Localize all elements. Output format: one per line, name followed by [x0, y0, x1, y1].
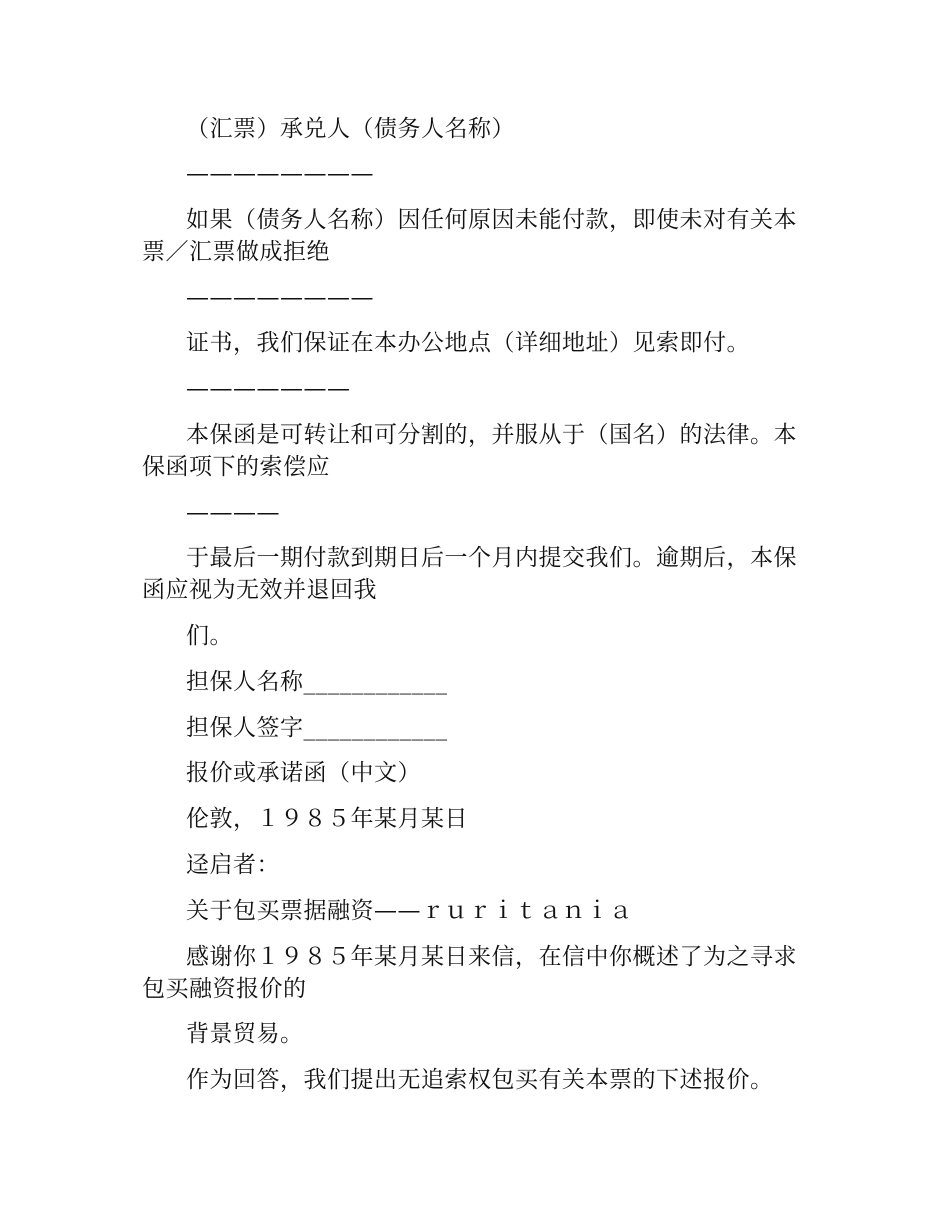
dash-text: ———————— [186, 285, 374, 311]
dash-text: ——————— [186, 376, 351, 402]
paragraph-certificate [142, 327, 812, 359]
paragraph-continuation [142, 620, 812, 652]
paragraph-text: 于最后一期付款到期日后一个月内提交我们。逾期后，本保函应视为无效并退回我 [142, 545, 797, 603]
paragraph-text: 作为回答，我们提出无追索权包买有关本票的下述报价。 [186, 1067, 774, 1093]
date-text: 伦敦，１９８５年某月某日 [186, 806, 468, 832]
subject-line [142, 895, 812, 927]
dash-text: ———— [186, 500, 280, 526]
guarantor-name-text: 担保人名称____________ [186, 669, 448, 695]
paragraph-text: 证书，我们保证在本办公地点（详细地址）见索即付。 [186, 330, 750, 356]
paragraph-text: （汇票）承兑人（债务人名称） [186, 116, 515, 142]
guarantor-signature-line [142, 712, 812, 744]
paragraph-text: 本保函是可转让和可分割的，并服从于（国名）的法律。本保函项下的索偿应 [142, 422, 797, 480]
guarantor-name-line [142, 666, 812, 698]
paragraph-continuation [142, 1018, 812, 1050]
paragraph-reply [142, 1064, 812, 1096]
offer-letter-heading [142, 757, 812, 789]
guarantor-signature-text: 担保人签字____________ [186, 715, 448, 741]
paragraph-transferable [142, 419, 812, 483]
dash-line [142, 282, 812, 314]
paragraph-claim-deadline [142, 542, 812, 606]
date-line [142, 803, 812, 835]
paragraph-payment-default [142, 204, 812, 268]
dash-line [142, 373, 812, 405]
dash-line [142, 497, 812, 529]
subject-text: 关于包买票据融资——ｒｕｒｉｔａｎｉａ [186, 898, 633, 924]
paragraph-text: 如果（债务人名称）因任何原因未能付款，即使未对有关本票／汇票做成拒绝 [142, 207, 797, 265]
paragraph-text: 们。 [186, 623, 233, 649]
paragraph-text: 感谢你１９８５年某月某日来信，在信中你概述了为之寻求包买融资报价的 [142, 944, 797, 1002]
paragraph-acceptor [142, 113, 812, 145]
paragraph-text: 背景贸易。 [186, 1021, 304, 1047]
salutation-text: 迳启者： [186, 852, 280, 878]
dash-line [142, 158, 812, 190]
paragraph-thanks [142, 941, 812, 1005]
dash-text: ———————— [186, 161, 374, 187]
salutation [142, 849, 812, 881]
heading-text: 报价或承诺函（中文） [186, 760, 421, 786]
